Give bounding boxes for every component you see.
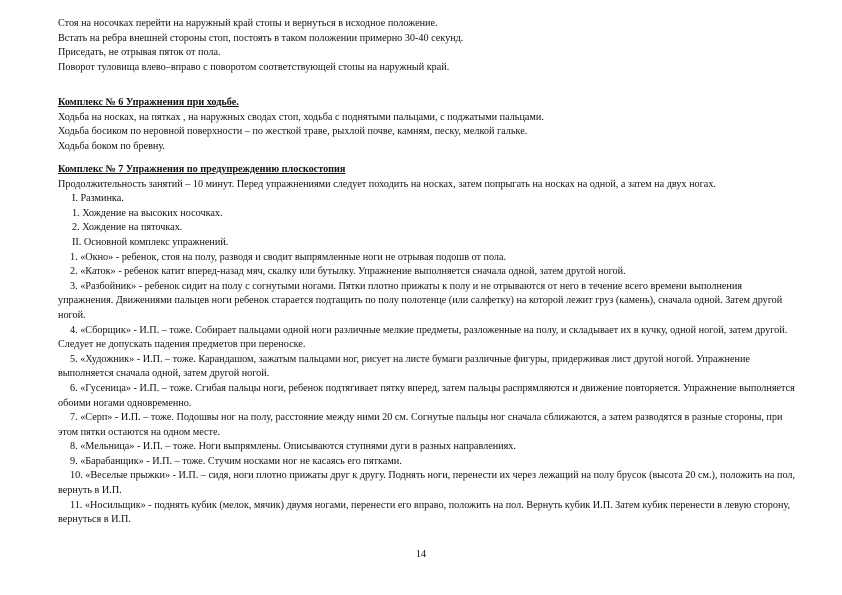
exercise-item: 7. «Серп» - И.П. – тоже. Подошвы ног на полу, расстояние между ними 20 см. Согнутые пальцы ног сначала сближаются, а затем разводятся в разные стороны, при этом пятки остаются на одном месте. [58, 412, 783, 438]
exercise-item: 9. «Барабанщик» - И.П. – тоже. Стучим носками ног не касаясь его пятками. [70, 455, 402, 467]
exercise-item: 10. «Веселые прыжки» - И.П. – сидя, ноги плотно прижаты друг к другу. Поднять ноги, перенести их через лежащий на полу брусок (высота 20 см.), положить на пол, вернуть в И.П. [58, 470, 796, 497]
paragraph: Продолжительность занятий – 10 минут. Перед упражнениями следует походить на носках, затем попрыгать на носках на одной, а затем на двух ногах. [58, 178, 716, 190]
text-line: Встать на ребра внешней стороны стоп, постоять в таком положении примерно 30-40 секунд. [58, 32, 464, 44]
section-heading: Комплекс № 6 Упражнения при ходьбе. [58, 97, 239, 108]
complex-6-section [58, 96, 798, 154]
text-line: Ходьба на носках, на пятках , на наружных сводах стоп, ходьба с поднятыми пальцами, с поджатыми пальцами. [58, 111, 544, 123]
text-line: Ходьба боком по бревну. [58, 140, 165, 152]
complex-7-section [58, 163, 798, 528]
list-item: 1. Хождение на высоких носочках. [72, 207, 223, 219]
exercise-item: 5. «Художник» - И.П. – тоже. Карандашом, зажатым пальцами ног, рисует на листе бумаги различные фигуры, придерживая лист другой ногой. Упражнение выполняется сначала одной, затем другой ногой. [58, 353, 750, 380]
intro-section [58, 17, 798, 75]
subheading: I. Разминка. [72, 193, 124, 205]
text-line: Ходьба босиком по неровной поверхности – по жесткой траве, рыхлой почве, камням, песку, мелкой гальке. [58, 126, 528, 138]
list-item: 2. Хождение на пяточках. [72, 222, 183, 234]
text-line: Поворот туловища влево–вправо с поворотом соответствующей стопы на наружный край. [58, 61, 450, 73]
section-heading: Комплекс № 7 Упражнения по предупреждению плоскостопия [58, 164, 346, 175]
subheading: II. Основной комплекс упражнений. [72, 236, 229, 248]
text-line: Приседать, не отрывая пяток от пола. [58, 47, 221, 59]
text-line: Стоя на носочках перейти на наружный край стопы и вернуться в исходное положение. [58, 18, 438, 29]
exercise-item: 3. «Разбойник» - ребенок сидит на полу с согнутыми ногами. Пятки плотно прижаты к полу и не отрываются от него в течение всего времени выполнения упражнения. Движениями пальцев ноги ребенок старается подтащить по полу полотенце (или салфетку) на которой лежит груз (камень), сначала одной. Затем другой ногой. [58, 280, 783, 321]
exercise-item: 8. «Мельница» - И.П. – тоже. Ноги выпрямлены. Описываются ступнями дуги в разных направлениях. [70, 441, 516, 453]
exercise-item: 11. «Носильщик» - поднять кубик (мелок, мячик) двумя ногами, перенести его вправо, положить на пол. Вернуть кубик И.П. Затем кубик перенести в левую сторону, вернуться в И.П. [58, 499, 791, 526]
page-number: 14 [415, 549, 427, 560]
exercise-item: 6. «Гусеница» - И.П. – тоже. Сгибая пальцы ноги, ребенок подтягивает пятку вперед, затем пальцы распрямляются и движение повторяется. Упражнение выполняется обоими ногами одновременно. [58, 382, 795, 409]
exercise-item: 4. «Сборщик» - И.П. – тоже. Собирает пальцами одной ноги различные мелкие предметы, разложенные на полу, и складывает их в кучку, одной ногой, затем другой. Следует не допускать падения предметов при переноске. [58, 324, 788, 351]
exercise-item: 2. «Каток» - ребенок катит вперед-назад мяч, скалку или бутылку. Упражнение выполняется сначала одной, затем другой ногой. [70, 266, 626, 278]
exercise-item: 1. «Окно» - ребенок, стоя на полу, разводя и сводит выпрямленные ноги не отрывая подошв от пола. [70, 251, 507, 263]
